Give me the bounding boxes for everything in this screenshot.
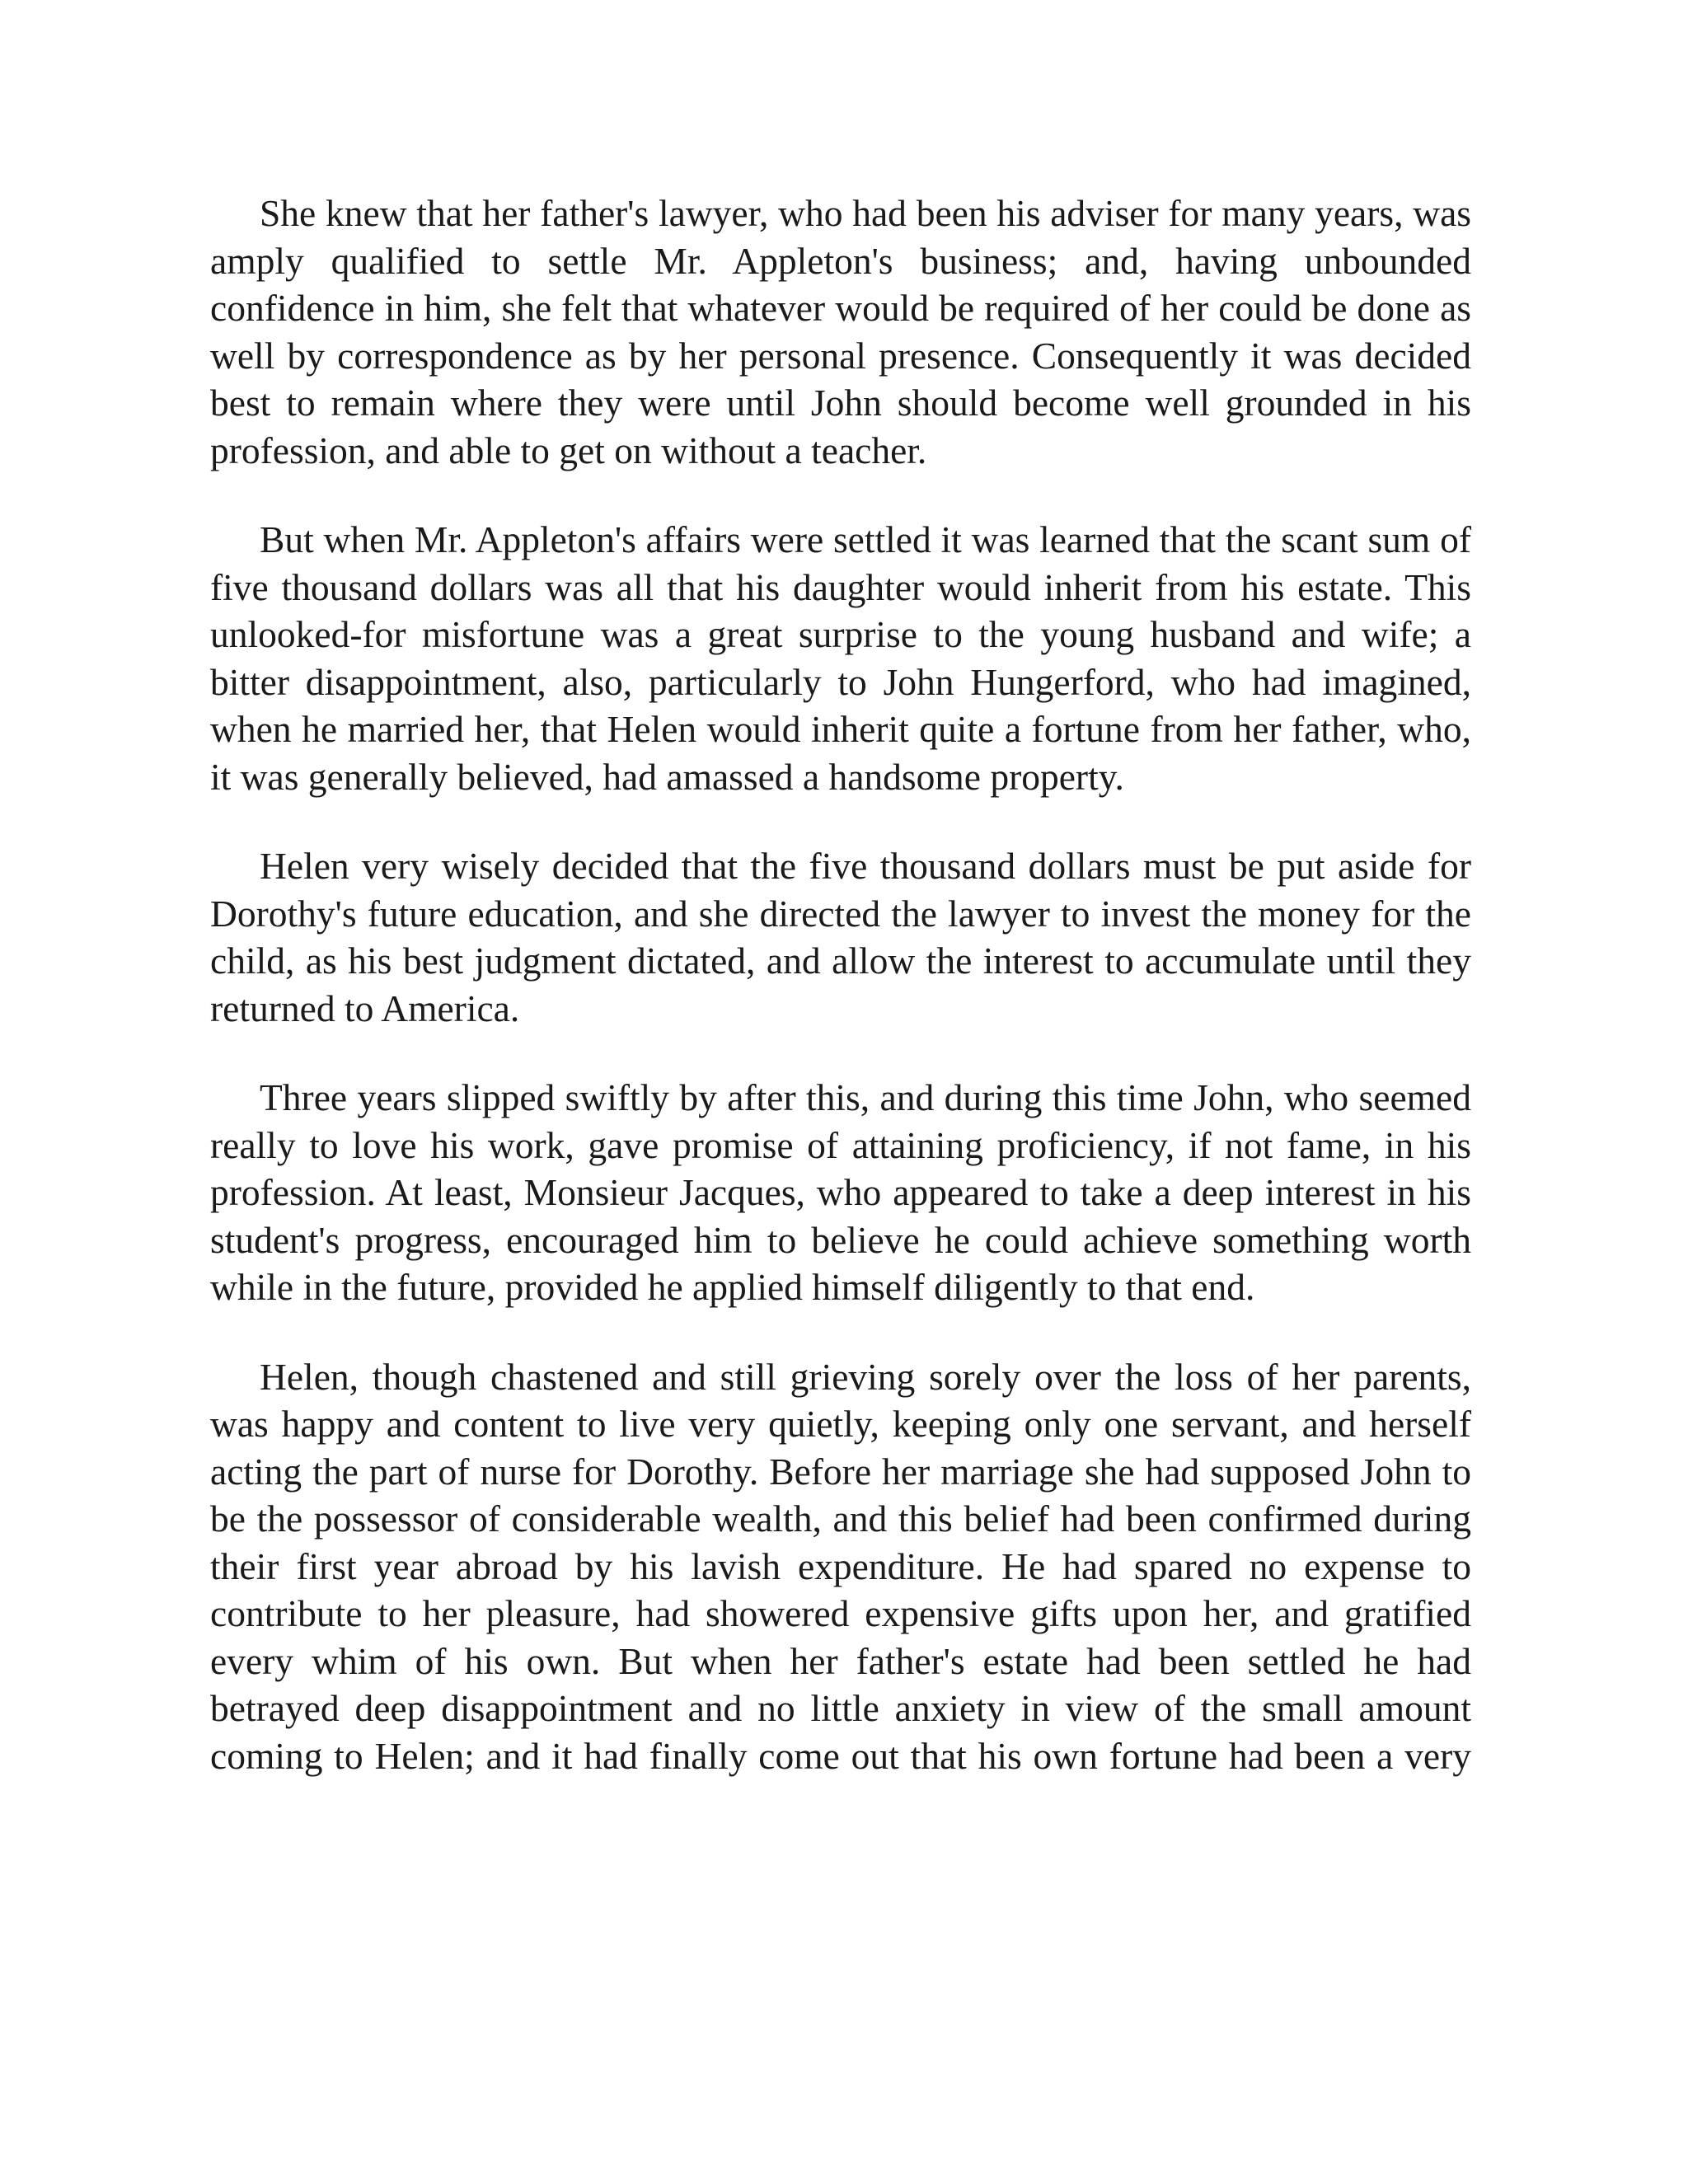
document-page bbox=[210, 190, 1471, 1779]
paragraph-3: Helen very wisely decided that the five thousand dollars must be put aside for Dorothy's future education, and she directed the lawyer to invest the money for the child, as his best judgment dictated, and allow the interest to accumulate until they returned to America. bbox=[210, 845, 1471, 1029]
paragraph-4: Three years slipped swiftly by after this, and during this time John, who seemed really to love his work, gave promise of attaining proficiency, if not fame, in his profession. At least, Monsieur Jacques, who appeared to take a deep interest in his student's progress, encouraged him to believe he could achieve something worth while in the future, provided he applied himself diligently to that end. bbox=[210, 1076, 1471, 1308]
paragraph-5: Helen, though chastened and still grieving sorely over the loss of her parents, was happy and content to live very quietly, keeping only one servant, and herself acting the part of nurse for Dorothy. Before her marriage she had supposed John to be the possessor of considerable wealth, and this belief had been confirmed during their first year abroad by his lavish expenditure. He had spared no expense to contribute to her pleasure, had showered expensive gifts upon her, and gratified every whim of his own. But when her father's estate had been settled he had betrayed deep disappointment and no little anxiety in view of the small amount coming to Helen; and it had finally come out that his own fortune had been a very bbox=[210, 1355, 1471, 1777]
paragraph-1: She knew that her father's lawyer, who had been his adviser for many years, was amply qualified to settle Mr. Appleton's business; and, having unbounded confidence in him, she felt that whatever would be required of her could be done as well by correspondence as by her personal presence. Consequently it was decided best to remain where they were until John should become well grounded in his profession, and able to get on without a teacher. bbox=[210, 192, 1471, 471]
paragraph-2: But when Mr. Appleton's affairs were settled it was learned that the scant sum of five thousand dollars was all that his daughter would inherit from his estate. This unlooked-for misfortune was a great surprise to the young husband and wife; a bitter disappointment, also, particularly to John Hungerford, who had imagined, when he married her, that Helen would inherit quite a fortune from her father, who, it was generally believed, had amassed a handsome property. bbox=[210, 518, 1471, 798]
